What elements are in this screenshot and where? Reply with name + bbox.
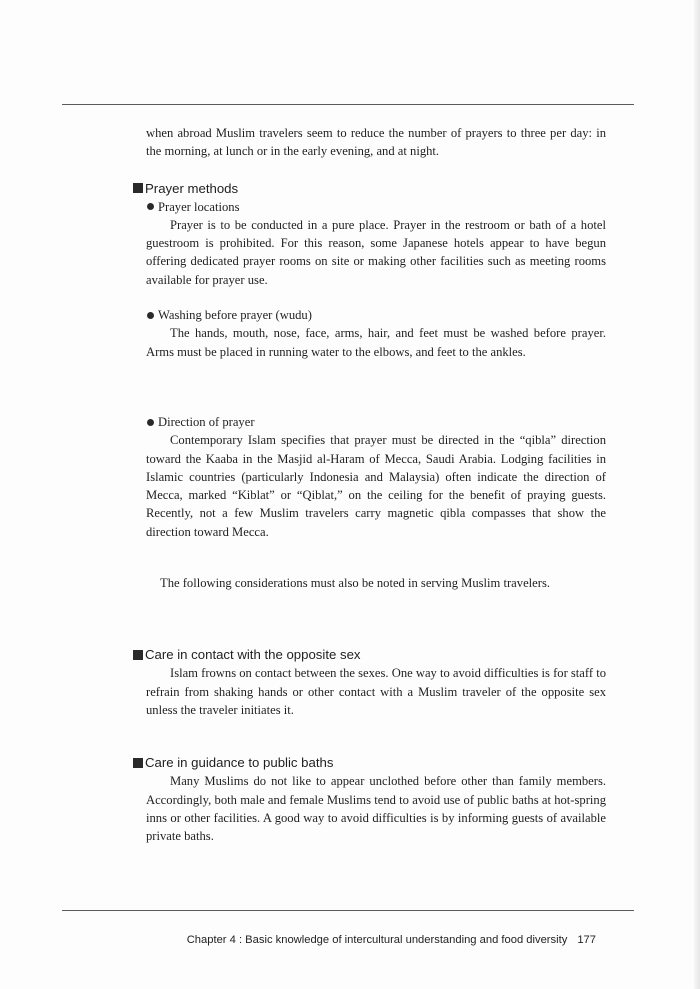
section-heading-text: Care in contact with the opposite sex	[145, 647, 361, 663]
page-footer	[187, 934, 596, 946]
round-bullet-icon	[147, 203, 154, 210]
subheading-direction	[147, 413, 606, 431]
page-edge-shadow	[694, 0, 700, 989]
square-bullet-icon	[133, 183, 143, 193]
subheading-washing	[147, 306, 606, 324]
subheading-text: Prayer locations	[158, 199, 240, 214]
subheading-text: Direction of prayer	[158, 414, 255, 429]
subheading-text: Washing before prayer (wudu)	[158, 308, 312, 323]
round-bullet-icon	[147, 419, 154, 426]
section-heading-text: Prayer methods	[145, 180, 239, 196]
page-body	[146, 124, 606, 845]
bottom-rule	[62, 910, 634, 911]
section-heading-prayer-methods	[133, 179, 606, 198]
considerations-note: The following considerations must also be noted in serving Muslim travelers.	[160, 576, 550, 591]
round-bullet-icon	[147, 312, 154, 319]
top-rule	[62, 104, 634, 105]
subheading-prayer-locations	[147, 198, 606, 216]
footer-chapter-title: Chapter 4 : Basic knowledge of intercultural understanding and food diversity	[186, 934, 568, 946]
intro-paragraph: when abroad Muslim travelers seem to reduce the number of prayers to three per day: in the morning, at lunch or in the early evening, and at night.	[146, 126, 606, 159]
direction-paragraph: Contemporary Islam specifies that prayer must be directed in the “qibla” direction toward the Kaaba in the Masjid al-Haram of Mecca, Saudi Arabia. Lodging facilities in Islamic countries (particularly Indonesia and Malaysia) often indicate the direction of Mecca, marked “Kiblat” or “Qiblat,” on the ceiling for the benefit of praying guests. Recently, not a few Muslim travelers carry magnetic qibla compasses that show the direction toward Mecca.	[146, 433, 606, 539]
page-number: 177	[577, 934, 596, 946]
section-heading-opposite-sex	[133, 645, 606, 664]
square-bullet-icon	[133, 758, 143, 768]
public-baths-paragraph: Many Muslims do not like to appear unclothed before other than family members. Accordingly, both male and female Muslims tend to avoid use of public baths at hot-spring inns or other facilities. A good way to avoid difficulties is by informing guests of available private baths.	[146, 774, 606, 844]
prayer-locations-paragraph: Prayer is to be conducted in a pure place. Prayer in the restroom or bath of a hotel guestroom is prohibited. For this reason, some Japanese hotels appear to have begun offering dedicated prayer rooms on site or making other facilities such as meeting rooms available for prayer use.	[146, 217, 606, 287]
washing-paragraph: The hands, mouth, nose, face, arms, hair, and feet must be washed before prayer. Arms must be placed in running water to the elbows, and feet to the ankles.	[146, 326, 606, 359]
section-heading-text: Care in guidance to public baths	[145, 755, 334, 771]
opposite-sex-paragraph: Islam frowns on contact between the sexes. One way to avoid difficulties is for staff to refrain from shaking hands or other contact with a Muslim traveler of the opposite sex unless the traveler initiates it.	[146, 666, 607, 717]
square-bullet-icon	[133, 650, 143, 660]
section-heading-public-baths	[133, 753, 606, 772]
